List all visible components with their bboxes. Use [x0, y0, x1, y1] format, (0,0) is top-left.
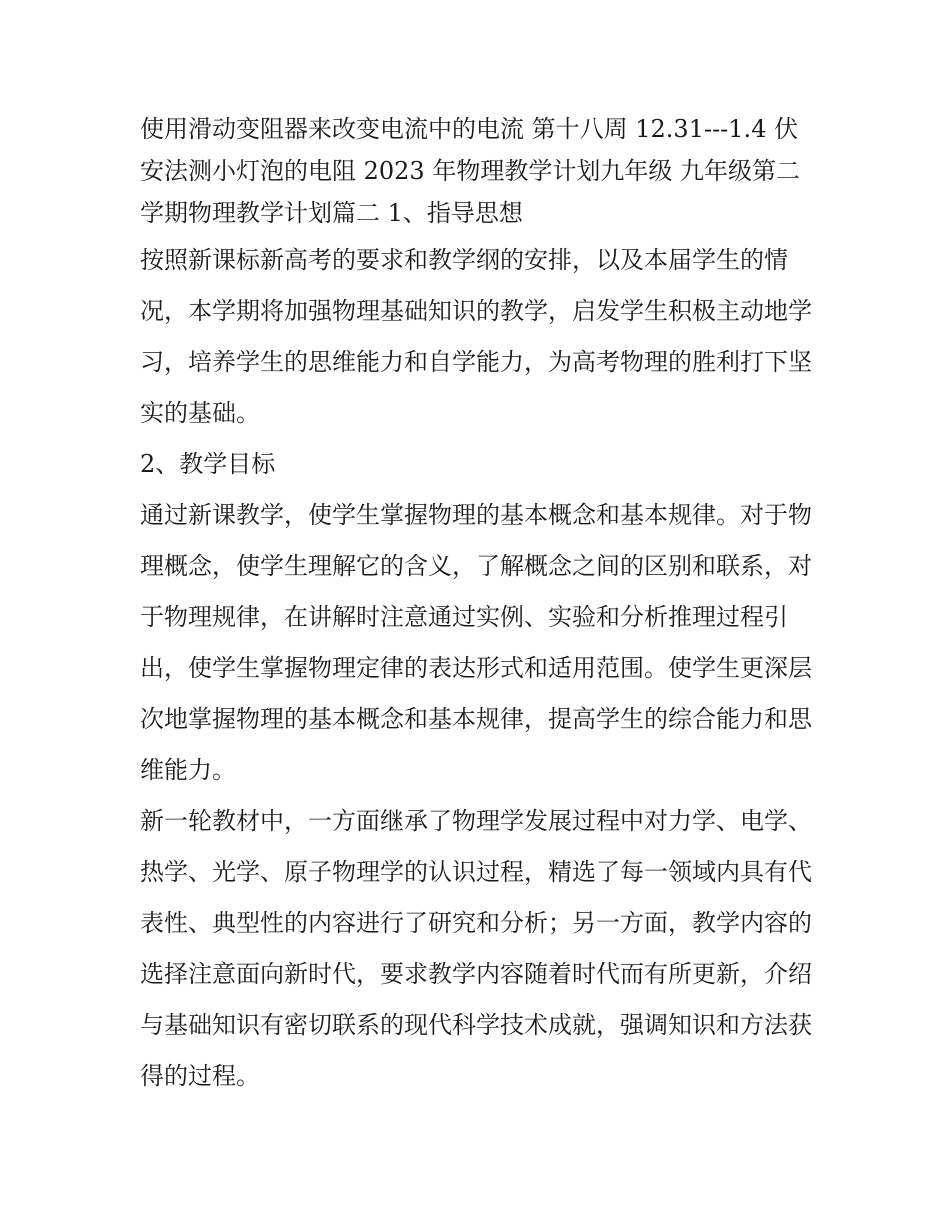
paragraph-new-textbook: 新一轮教材中，一方面继承了物理学发展过程中对力学、电学、热学、光学、原子物理学的认识过程，精选了每一领域内具有代表性、典型性的内容进行了研究和分析；另一方面，教学内容的选择注意面向新时代，要求教学内容随着时代而有所更新，介绍与基础知识有密切联系的现代科学技术成就，强调知识和方法获得的过程。: [140, 807, 812, 1090]
heading-teaching-goals: 2、教学目标: [140, 450, 276, 478]
paragraph-teaching-goals: 通过新课教学，使学生掌握物理的基本概念和基本规律。对于物理概念，使学生理解它的含义，了解概念之间的区别和联系，对于物理规律，在讲解时注意通过实例、实验和分析推理过程引出，使学生掌握物理定律的表达形式和适用范围。使学生更深层次地掌握物理的基本概念和基本规律，提高学生的综合能力和思维能力。: [140, 501, 812, 784]
paragraph-guiding-ideology: 按照新课标新高考的要求和教学纲的安排，以及本届学生的情况，本学期将加强物理基础知识的教学，启发学生积极主动地学习，培养学生的思维能力和自学能力，为高考物理的胜利打下坚实的基础。: [140, 246, 812, 427]
paragraph-schedule-and-heading: 使用滑动变阻器来改变电流中的电流 第十八周 12.31---1.4 伏安法测小灯泡的电阻 2023 年物理教学计划九年级 九年级第二学期物理教学计划篇二 1、指导思想: [140, 115, 800, 227]
document-body: [140, 108, 812, 1102]
